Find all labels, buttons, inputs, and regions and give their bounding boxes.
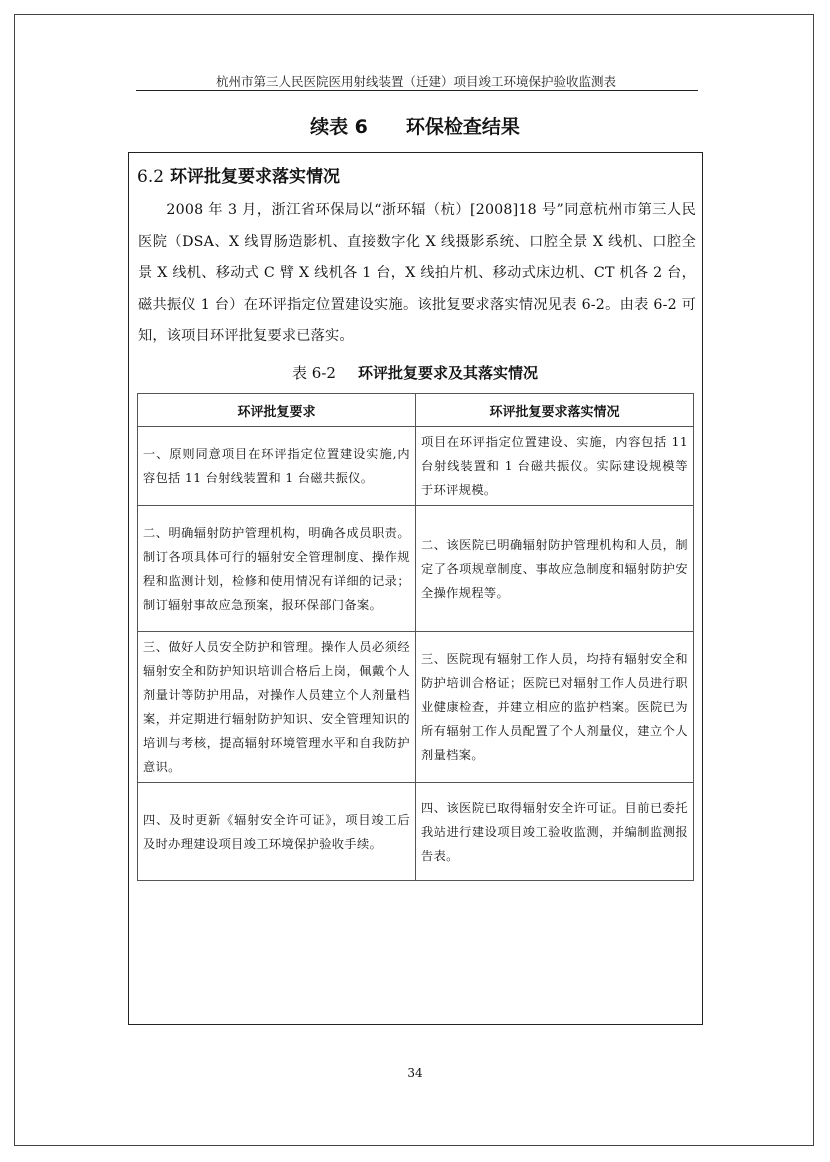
section-number: 6.2 [137, 167, 165, 187]
table-row [138, 427, 694, 506]
section-heading [137, 162, 340, 187]
requirement-cell: 四、及时更新《辐射安全许可证》，项目竣工后及时办理建设项目竣工环境保护验收手续。 [138, 783, 416, 881]
implementation-cell: 四、该医院已取得辐射安全许可证。目前已委托我站进行建设项目竣工验收监测，并编制监测报告表。 [416, 783, 694, 881]
implementation-cell: 三、医院现有辐射工作人员，均持有辐射安全和防护培训合格证；医院已对辐射工作人员进行职业健康检查，并建立相应的监护档案。医院已为所有辐射工作人员配置了个人剂量仪，建立个人剂量档案。 [416, 632, 694, 783]
table-row [138, 783, 694, 881]
implementation-cell: 二、该医院已明确辐射防护管理机构和人员，制定了各项规章制度、事故应急制度和辐射防护安全操作规程等。 [416, 506, 694, 632]
requirement-cell: 一、原则同意项目在环评指定位置建设实施,内容包括 11 台射线装置和 1 台磁共振仪。 [138, 427, 416, 506]
table-caption-text: 环评批复要求及其落实情况 [357, 364, 538, 382]
table-caption-number: 表 6-2 [292, 364, 336, 382]
section-heading-text: 环评批复要求落实情况 [170, 167, 341, 187]
table-caption [0, 362, 830, 383]
running-header: 杭州市第三人民医院医用射线装置（迁建）项目竣工环境保护验收监测表 [215, 74, 616, 89]
implementation-cell: 项目在环评指定位置建设、实施，内容包括 11 台射线装置和 1 台磁共振仪。实际建设规模等于环评规模。 [416, 427, 694, 506]
requirement-cell: 三、做好人员安全防护和管理。操作人员必须经辐射安全和防护知识培训合格后上岗，佩戴个人剂量计等防护用品，对操作人员建立个人剂量档案，并定期进行辐射防护知识、安全管理知识的培训与考核，提高辐射环境管理水平和自我防护意识。 [138, 632, 416, 783]
requirements-table [137, 393, 694, 881]
title-number: 续表 6 [310, 116, 368, 138]
table-row [138, 506, 694, 632]
header-rule [136, 90, 698, 91]
page-number: 34 [407, 1066, 423, 1080]
column-header-requirement: 环评批复要求 [138, 394, 416, 427]
table-header-row [138, 394, 694, 427]
page-title [0, 112, 830, 139]
table-row [138, 632, 694, 783]
requirement-cell: 二、明确辐射防护管理机构，明确各成员职责。制订各项具体可行的辐射安全管理制度、操作规程和监测计划，检修和使用情况有详细的记录；制订辐射事故应急预案，报环保部门备案。 [138, 506, 416, 632]
column-header-implementation: 环评批复要求落实情况 [416, 394, 694, 427]
section-paragraph: 2008 年 3 月，浙江省环保局以“浙环辐（杭）[2008]18 号”同意杭州市第三人民医院（DSA、X 线胃肠造影机、直接数字化 X 线摄影系统、口腔全景 X 线机、口腔全景 X 线机、移动式 C 臂 X 线机各 1 台，X 线拍片机、移动式床边机、CT 机各 2 台，磁共振仪 1 台）在环评指定位置建设实施。该批复要求落实情况见表 6-2。由表 6-2 可知，该项目环评批复要求已落实。 [138, 202, 696, 344]
title-text: 环保检查结果 [405, 116, 520, 138]
